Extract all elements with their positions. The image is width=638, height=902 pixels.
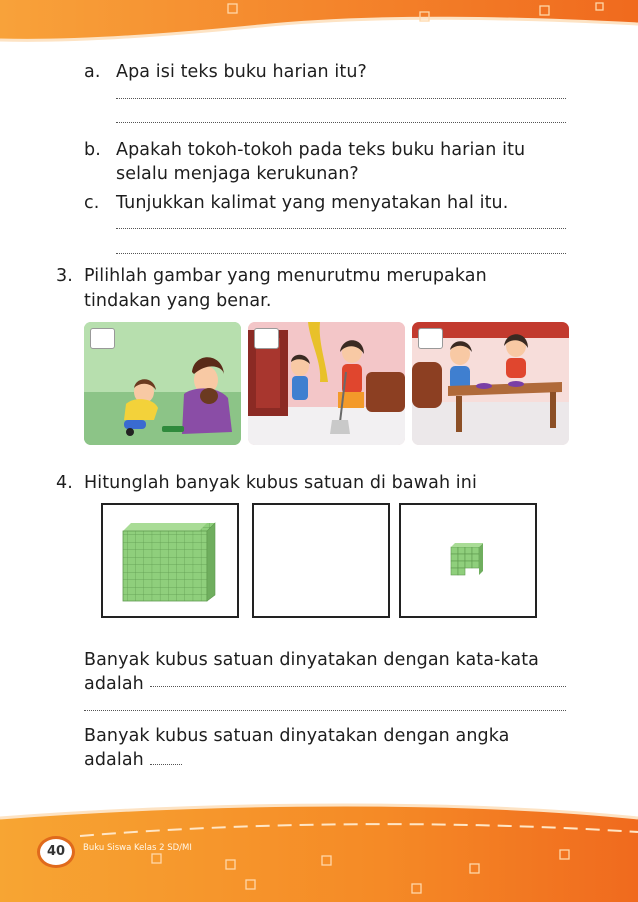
- book-label: Buku Siswa Kelas 2 SD/MI: [83, 843, 192, 853]
- question-4-text: Hitunglah banyak kubus satuan di bawah ini: [84, 473, 477, 493]
- answer-words-line1: Banyak kubus satuan dinyatakan dengan kata-kata: [84, 650, 540, 670]
- answer-line-c2[interactable]: [116, 253, 566, 254]
- answer-number-blank[interactable]: [150, 764, 182, 765]
- cube-box-empty: [252, 503, 390, 618]
- question-3-number: 3.: [56, 266, 73, 286]
- answer-line-a1[interactable]: [116, 98, 566, 99]
- page-number: 40: [37, 836, 75, 868]
- question-3-line1: Pilihlah gambar yang menurutmu merupakan: [84, 266, 487, 286]
- image-1-checkbox[interactable]: [90, 328, 115, 349]
- image-2-checkbox[interactable]: [254, 328, 279, 349]
- question-a-text: Apa isi teks buku harian itu?: [116, 62, 367, 82]
- answer-number-line2: adalah: [84, 750, 144, 770]
- image-3-checkbox[interactable]: [418, 328, 443, 349]
- question-b-letter: b.: [84, 140, 101, 160]
- question-b-line2: selalu menjaga kerukunan?: [116, 164, 359, 184]
- image-children-playing[interactable]: [84, 322, 241, 445]
- question-4-number: 4.: [56, 473, 73, 493]
- question-c-letter: c.: [84, 193, 100, 213]
- hundreds-cube-blocks: [103, 505, 237, 616]
- answer-words-blank1[interactable]: [150, 686, 566, 687]
- header-banner: [0, 0, 638, 60]
- question-c-text: Tunjukkan kalimat yang menyatakan hal itu.: [116, 193, 509, 213]
- image-children-sweeping[interactable]: [248, 322, 405, 445]
- cube-box-units: [399, 503, 537, 618]
- answer-number-line1: Banyak kubus satuan dinyatakan dengan angka: [84, 726, 510, 746]
- question-a-letter: a.: [84, 62, 101, 82]
- answer-words-line2: adalah: [84, 674, 144, 694]
- answer-line-a2[interactable]: [116, 122, 566, 123]
- answer-words-blank2[interactable]: [84, 710, 566, 711]
- cube-box-hundreds: [101, 503, 239, 618]
- unit-cubes: [401, 505, 535, 616]
- answer-line-c1[interactable]: [116, 228, 566, 229]
- question-b-line1: Apakah tokoh-tokoh pada teks buku harian itu: [116, 140, 526, 160]
- image-children-cleaning[interactable]: [412, 322, 569, 445]
- question-3-line2: tindakan yang benar.: [84, 291, 272, 311]
